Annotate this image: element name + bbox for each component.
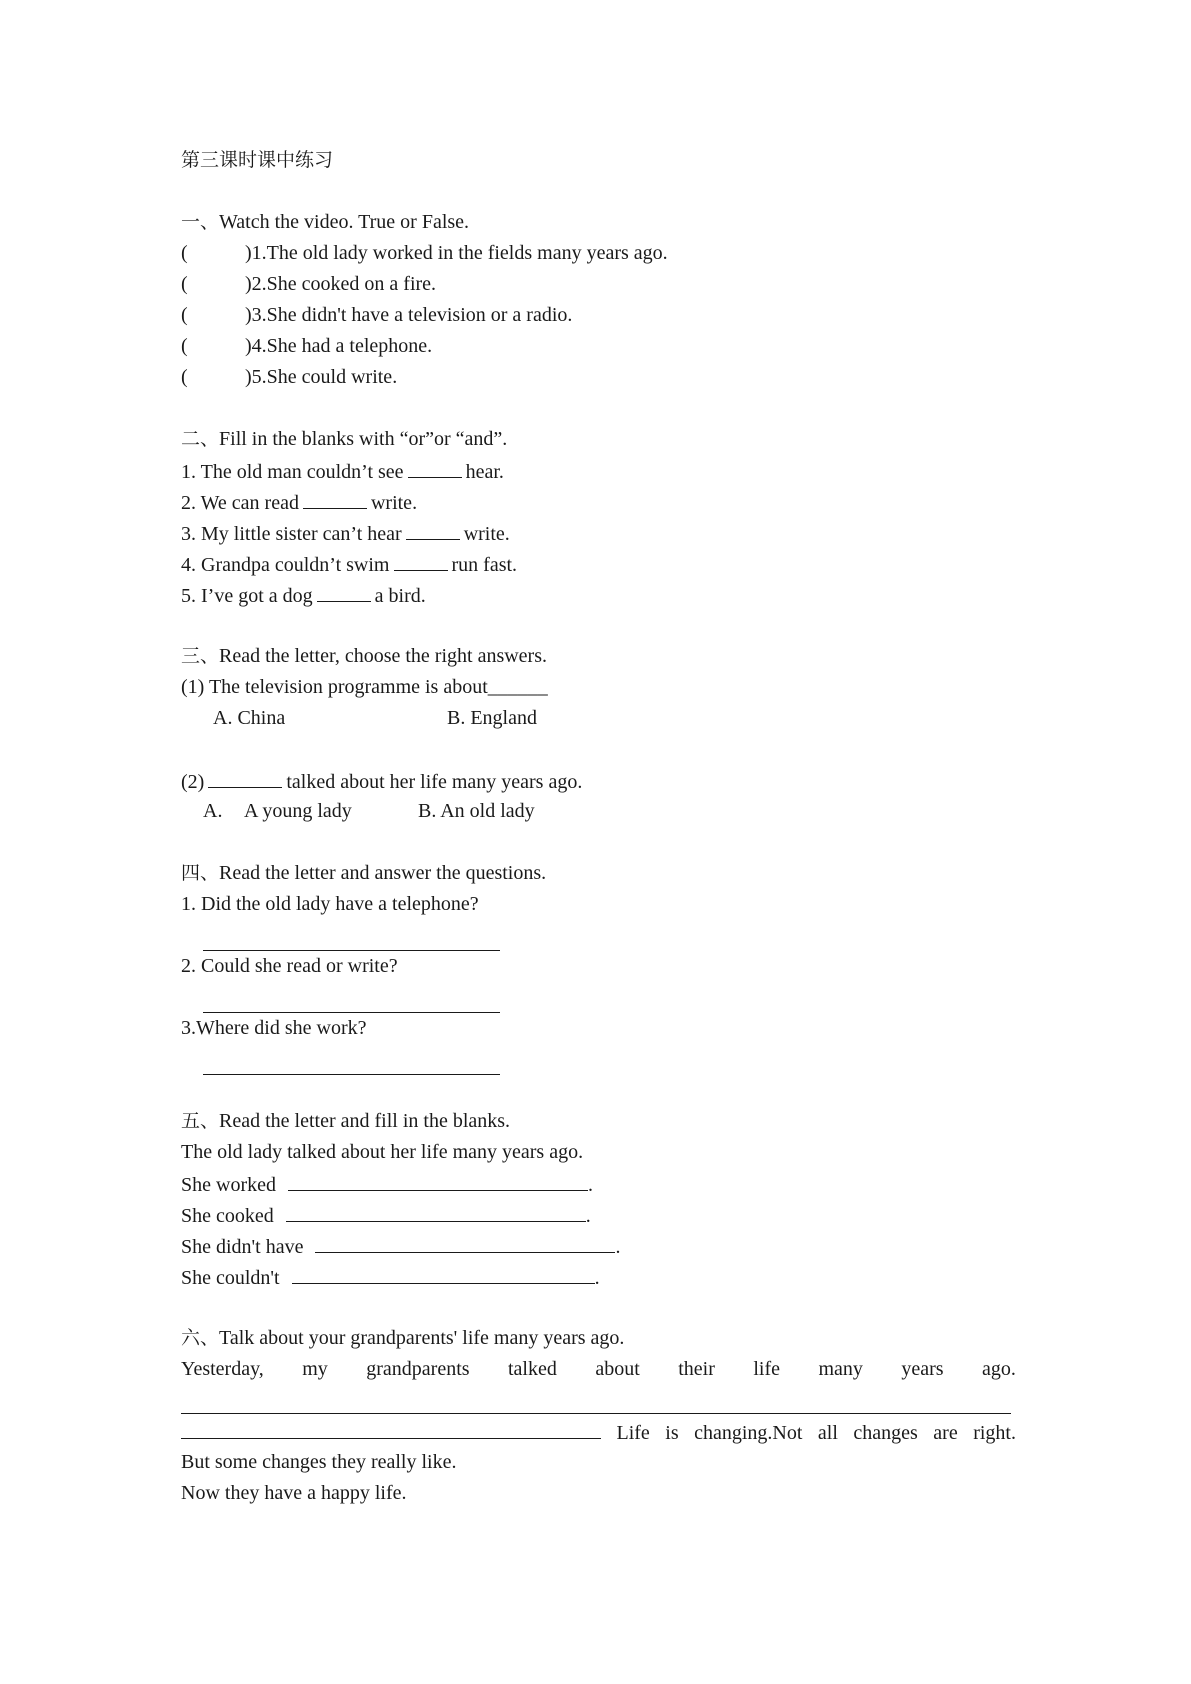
answer-line-3[interactable] xyxy=(181,1044,1021,1075)
word: changing.Not xyxy=(694,1422,803,1444)
option-a[interactable]: A. China xyxy=(213,707,286,729)
option-a-label: A. xyxy=(203,800,223,822)
fill-line[interactable] xyxy=(315,1230,615,1253)
paragraph-line-3 xyxy=(181,1416,1016,1447)
word: right. xyxy=(973,1422,1016,1444)
paragraph-line-1 xyxy=(181,1354,1016,1385)
fill-line[interactable] xyxy=(286,1199,586,1222)
fill-line[interactable] xyxy=(292,1261,595,1284)
word: years xyxy=(901,1358,944,1380)
choice-blank[interactable] xyxy=(208,765,282,788)
tf-paren[interactable]: ( xyxy=(181,273,188,295)
word: life xyxy=(753,1358,780,1380)
section4-number: 四、 xyxy=(181,862,220,884)
word: many xyxy=(818,1358,863,1380)
question-1: 1. Did the old lady have a telephone? xyxy=(181,893,479,915)
section5-intro: The old lady talked about her life many years ago. xyxy=(181,1141,584,1163)
section5-title: Read the letter and fill in the blanks. xyxy=(219,1110,511,1132)
tf-paren[interactable]: ( xyxy=(181,242,188,264)
fill-label: She couldn't xyxy=(181,1267,280,1289)
fill-text: write. xyxy=(370,492,418,514)
word: are xyxy=(933,1422,958,1444)
paragraph-line-4: But some changes they really like. xyxy=(181,1451,457,1473)
fill-text: 2. We can read xyxy=(181,492,299,514)
period: . xyxy=(594,1267,600,1289)
question-text: talked about her life many years ago. xyxy=(286,771,583,793)
page-title: 第三课时课中练习 xyxy=(181,149,334,171)
fill-text: write. xyxy=(463,523,510,545)
section1-number: 一、 xyxy=(181,211,220,233)
fill-row-cooked xyxy=(181,1199,1021,1230)
section2-heading xyxy=(181,424,1021,455)
fill-label: She worked xyxy=(181,1174,276,1196)
section3-heading xyxy=(181,641,1021,672)
word: ago. xyxy=(981,1358,1016,1380)
fill-label: She didn't have xyxy=(181,1236,304,1258)
option-b[interactable]: B. An old lady xyxy=(418,800,535,822)
word: talked xyxy=(508,1358,557,1380)
tf-paren[interactable]: ( xyxy=(181,335,188,357)
writing-line-partial[interactable] xyxy=(181,1416,601,1439)
fill-blank[interactable] xyxy=(303,486,367,509)
fill-blank[interactable] xyxy=(408,455,462,478)
section4-title: Read the letter and answer the questions. xyxy=(219,862,547,884)
section2-number: 二、 xyxy=(181,428,220,450)
word: about xyxy=(595,1358,640,1380)
choice-options-1 xyxy=(181,703,1021,734)
fill-item-5 xyxy=(181,579,1021,610)
section2-title: Fill in the blanks with “or”or “and”. xyxy=(219,428,508,450)
word: Life xyxy=(616,1422,650,1444)
word: is xyxy=(665,1422,679,1444)
tf-item-4 xyxy=(181,331,1021,362)
section1-title: Watch the video. True or False. xyxy=(219,211,470,233)
choice-question-1: (1) The television programme is about______ xyxy=(181,676,548,698)
word: changes xyxy=(853,1422,918,1444)
question-number: (2) xyxy=(181,771,205,793)
section3-number: 三、 xyxy=(181,645,220,667)
paragraph-line-5: Now they have a happy life. xyxy=(181,1482,407,1504)
period: . xyxy=(585,1205,591,1227)
word: grandparents xyxy=(366,1358,470,1380)
fill-row-didnt-have xyxy=(181,1230,1021,1261)
section5-number: 五、 xyxy=(181,1110,220,1132)
choice-options-2 xyxy=(181,796,1021,827)
section6-number: 六、 xyxy=(181,1327,220,1349)
section6-heading xyxy=(181,1323,1021,1354)
tf-item-3 xyxy=(181,300,1021,331)
fill-text: 1. The old man couldn’t see xyxy=(181,461,404,483)
question-3: 3.Where did she work? xyxy=(181,1017,367,1039)
word: their xyxy=(678,1358,715,1380)
fill-text: 3. My little sister can’t hear xyxy=(181,523,402,545)
fill-text: a bird. xyxy=(374,585,426,607)
tf-text: )1.The old lady worked in the fields many years ago. xyxy=(245,242,668,264)
fill-item-4 xyxy=(181,548,1021,579)
tf-paren[interactable]: ( xyxy=(181,366,188,388)
word: my xyxy=(302,1358,328,1380)
tf-text: )4.She had a telephone. xyxy=(245,335,433,357)
writing-line-full[interactable] xyxy=(181,1385,1021,1416)
section4-heading xyxy=(181,858,1021,889)
fill-text: 4. Grandpa couldn’t swim xyxy=(181,554,390,576)
fill-text: 5. I’ve got a dog xyxy=(181,585,313,607)
fill-blank[interactable] xyxy=(317,579,371,602)
tf-item-1 xyxy=(181,238,1021,269)
tf-text: )2.She cooked on a fire. xyxy=(245,273,437,295)
tf-text: )5.She could write. xyxy=(245,366,398,388)
tf-text: )3.She didn't have a television or a radio. xyxy=(245,304,573,326)
section3-title: Read the letter, choose the right answers. xyxy=(219,645,547,667)
answer-line-1[interactable] xyxy=(181,920,1021,951)
question-2: 2. Could she read or write? xyxy=(181,955,398,977)
fill-text: run fast. xyxy=(451,554,518,576)
section6-title: Talk about your grandparents' life many years ago. xyxy=(219,1327,625,1349)
fill-text: hear. xyxy=(465,461,504,483)
period: . xyxy=(587,1174,593,1196)
fill-row-worked xyxy=(181,1168,1021,1199)
tf-paren[interactable]: ( xyxy=(181,304,188,326)
tf-item-2 xyxy=(181,269,1021,300)
option-b[interactable]: B. England xyxy=(447,707,537,729)
answer-line-2[interactable] xyxy=(181,982,1021,1013)
tf-item-5 xyxy=(181,362,1021,393)
section1-heading xyxy=(181,207,1021,238)
fill-item-2 xyxy=(181,486,1021,517)
choice-question-2 xyxy=(181,765,1021,796)
fill-item-1 xyxy=(181,455,1021,486)
word: Yesterday, xyxy=(181,1358,264,1380)
period: . xyxy=(615,1236,621,1258)
fill-label: She cooked xyxy=(181,1205,274,1227)
fill-blank[interactable] xyxy=(406,517,460,540)
word: all xyxy=(817,1422,838,1444)
fill-row-couldnt xyxy=(181,1261,1021,1292)
section5-heading xyxy=(181,1106,1021,1137)
worksheet xyxy=(181,145,1021,1509)
fill-item-3 xyxy=(181,517,1021,548)
fill-blank[interactable] xyxy=(394,548,448,571)
fill-line[interactable] xyxy=(288,1168,588,1191)
option-a[interactable]: A young lady xyxy=(244,800,352,822)
